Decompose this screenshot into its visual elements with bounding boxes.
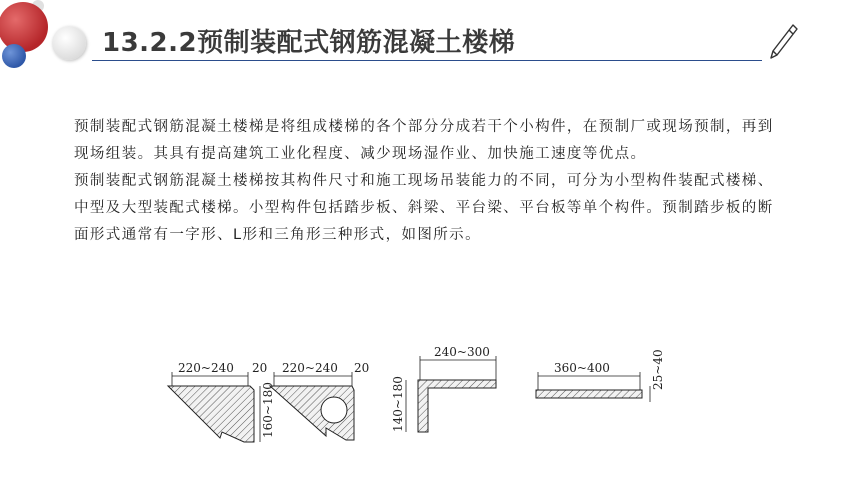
- triangular-solid-tread: [168, 361, 275, 442]
- tri-solid-width-label: 220~240: [178, 361, 234, 375]
- tri-hollow-side-label: 20: [354, 361, 370, 375]
- paragraph-2: 预制装配式钢筋混凝土楼梯按其构件尺寸和施工现场吊装能力的不同，可分为小型构件装配式楼梯、中型及大型装配式楼梯。小型构件包括踏步板、斜梁、平台梁、平台板等单个构件。预制踏步板的断面形式通常有一字形、L形和三角形三种形式，如图所示。: [74, 173, 774, 243]
- tri-solid-height-label: 160~180: [261, 382, 275, 438]
- decorative-circle-red: [0, 2, 48, 52]
- tri-hollow-width-label: 220~240: [282, 361, 338, 375]
- flat-tread: [536, 349, 665, 402]
- slide-title: 13.2.2预制装配式钢筋混凝土楼梯: [102, 28, 516, 58]
- title-underline: [92, 60, 762, 61]
- triangular-hollow-tread: [270, 361, 369, 440]
- flat-width-label: 360~400: [554, 361, 610, 375]
- l-shape-width-label: 240~300: [434, 346, 490, 359]
- pencil-icon: [766, 22, 800, 62]
- decorative-circle-blue: [2, 44, 26, 68]
- l-shape-height-label: 140~180: [391, 376, 405, 432]
- body-text: [74, 114, 774, 249]
- tread-section-figures: [150, 346, 670, 446]
- decorative-circle-white: [52, 26, 86, 60]
- l-shaped-tread: [391, 346, 496, 432]
- flat-thickness-label: 25~40: [651, 349, 665, 390]
- paragraph-1: 预制装配式钢筋混凝土楼梯是将组成楼梯的各个部分分成若干个小构件，在预制厂或现场预制，再到现场组装。其具有提高建筑工业化程度、减少现场湿作业、加快施工速度等优点。: [74, 119, 774, 162]
- tri-solid-side-label: 20: [252, 361, 268, 375]
